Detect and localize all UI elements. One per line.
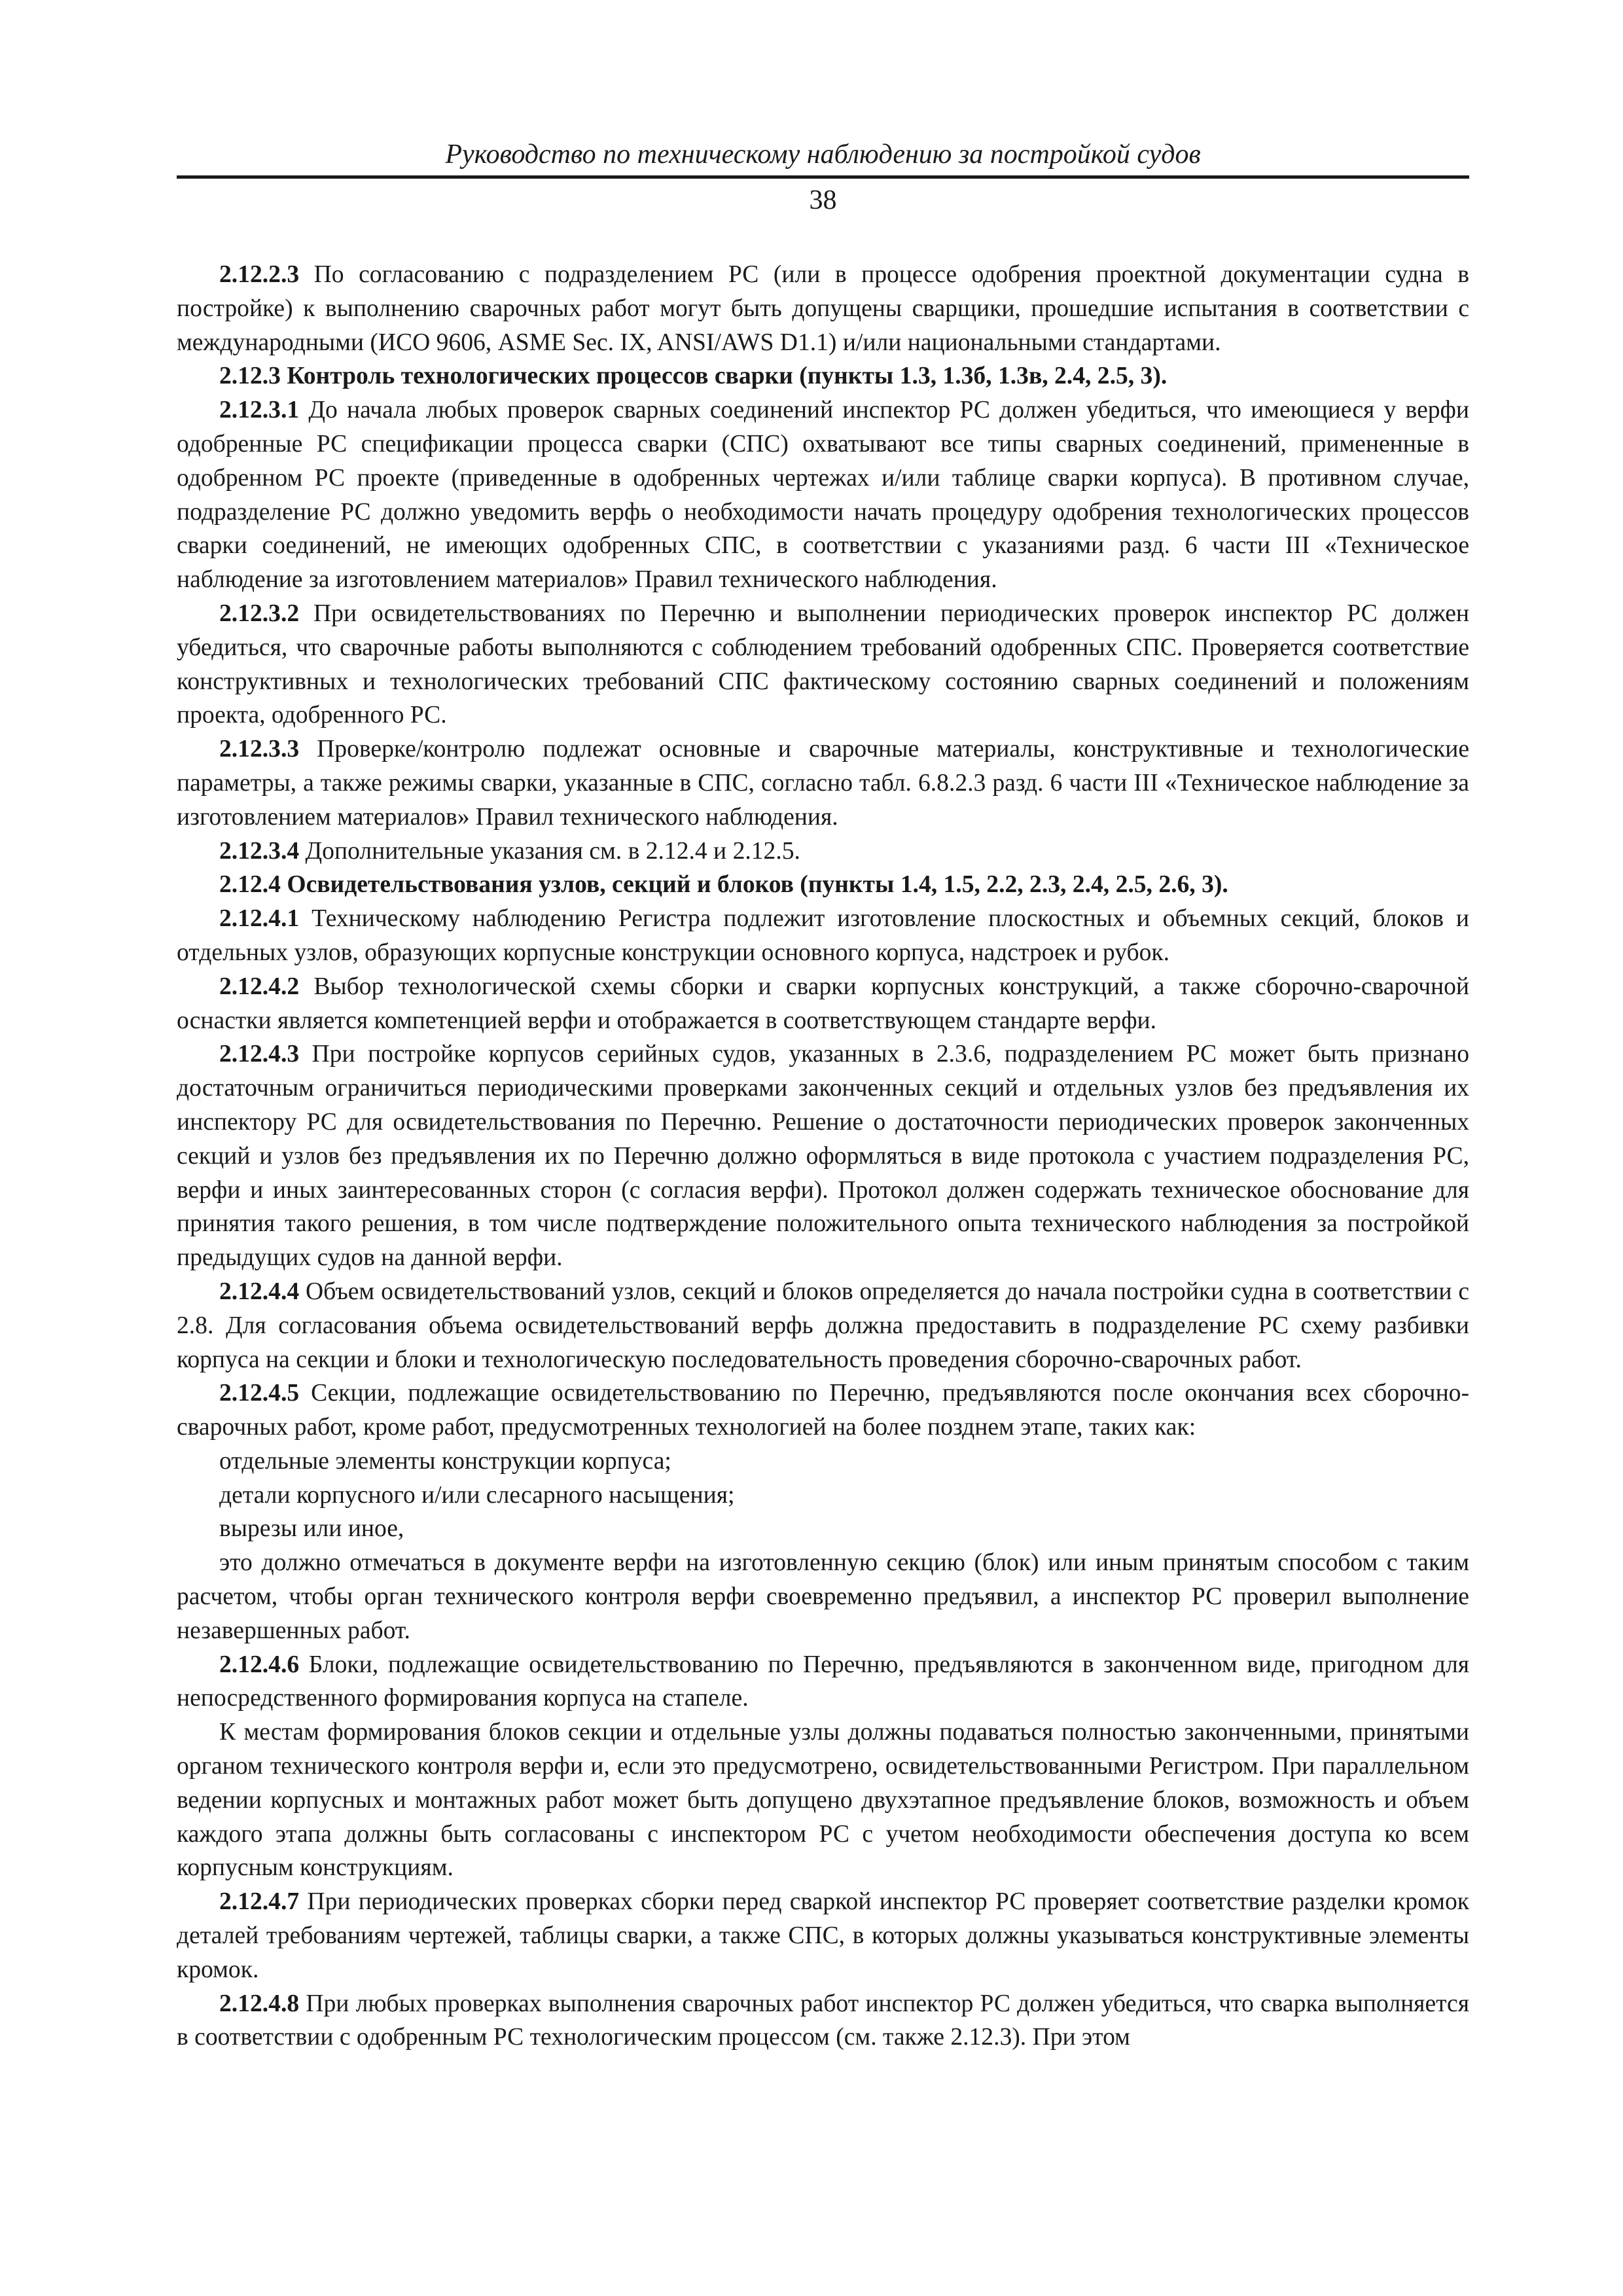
clause-number: 2.12.4.6	[219, 1651, 300, 1678]
paragraph-text: Блоки, подлежащие освидетельствованию по Перечню, предъявляются в законченном виде, пригодном для непосредственного формирования корпуса на стапеле.	[177, 1651, 1469, 1712]
page-number: 38	[809, 185, 837, 215]
paragraph-2-12-4-2	[177, 970, 1469, 1038]
paragraph-text: Выбор технологической схемы сборки и сварки корпусных конструкций, а также сборочно-сварочной оснастки является компетенцией верфи и отображается в соответствующем стандарте верфи.	[177, 973, 1469, 1034]
paragraph-text: До начала любых проверок сварных соединений инспектор РС должен убедиться, что имеющиеся у верфи одобренные РС спецификации процесса сварки (СПС) охватывают все типы сварных соединений, примененные в одобренном РС проекте (приведенные в одобренных чертежах и/или таблице сварки корпуса). В противном случае, подразделение РС должно уведомить верфь о необходимости начать процедуру одобрения технологических процессов сварки соединений, не имеющих одобренных СПС, в соответствии с указаниями разд. 6 части III «Техническое наблюдение за изготовлением материалов» Правил технического наблюдения.	[177, 397, 1469, 594]
paragraph-text: При любых проверках выполнения сварочных работ инспектор РС должен убедиться, что сварка выполняется в соответствии с одобренным РС технологическим процессом (см. также 2.12.3). При этом	[177, 1990, 1469, 2051]
document-body	[177, 258, 1469, 2054]
paragraph-2-12-3-1	[177, 393, 1469, 597]
header-rule	[177, 175, 1469, 179]
list-item-text: отдельные элементы конструкции корпуса;	[219, 1447, 671, 1475]
clause-number: 2.12.4.4	[219, 1278, 300, 1305]
paragraph-continuation	[177, 1546, 1469, 1647]
paragraph-text: Техническому наблюдению Регистра подлежит изготовление плоскостных и объемных секций, блоков и отдельных узлов, образующих корпусные конструкции основного корпуса, надстроек и рубок.	[177, 905, 1469, 966]
paragraph-text: При периодических проверках сборки перед сваркой инспектор РС проверяет соответствие разделки кромок деталей требованиям чертежей, таблицы сварки, а также СПС, в которых должны указываться конструктивные элементы кромок.	[177, 1888, 1469, 1983]
clause-number: 2.12.3.4	[219, 837, 300, 865]
paragraph-2-12-4-5	[177, 1376, 1469, 1444]
list-item	[177, 1479, 1469, 1513]
list-item-text: детали корпусного и/или слесарного насыщения;	[219, 1481, 735, 1509]
paragraph-2-12-3-4	[177, 834, 1469, 869]
paragraph-2-12-4-4	[177, 1275, 1469, 1376]
paragraph-2-12-3-3	[177, 732, 1469, 834]
paragraph-2-12-2-3	[177, 258, 1469, 359]
paragraph-text: это должно отмечаться в документе верфи на изготовленную секцию (блок) или иным принятым способом с таким расчетом, чтобы орган технического контроля верфи своевременно предъявил, а инспектор РС проверил выполнение незавершенных работ.	[177, 1549, 1469, 1644]
clause-number: 2.12.4.8	[219, 1990, 300, 2017]
paragraph-2-12-4-8	[177, 1987, 1469, 2055]
paragraph-2-12-4-6	[177, 1648, 1469, 1716]
clause-number: 2.12.4.5	[219, 1380, 300, 1407]
paragraph-text: Объем освидетельствований узлов, секций и блоков определяется до начала постройки судна в соответствии с 2.8. Для согласования объема освидетельствований верфь должна предоставить в подразделение РС схему разбивки корпуса на секции и блоки и технологическую последовательность проведения сборочно-сварочных работ.	[177, 1278, 1469, 1373]
paragraph-2-12-4-7	[177, 1885, 1469, 1986]
paragraph-text: Секции, подлежащие освидетельствованию по Перечню, предъявляются после окончания всех сборочно-сварочных работ, кроме работ, предусмотренных технологией на более позднем этапе, таких как:	[177, 1380, 1469, 1441]
paragraph-text: По согласованию с подразделением РС (или в процессе одобрения проектной документации судна в постройке) к выполнению сварочных работ могут быть допущены сварщики, прошедшие испытания в соответствии с международными (ИСО 9606, ASME Sec. IX, ANSI/AWS D1.1) и/или национальными стандартами.	[177, 261, 1469, 356]
clause-number: 2.12.3.2	[219, 600, 300, 627]
section-heading-2-12-4	[177, 868, 1469, 902]
clause-number: 2.12.3.1	[219, 397, 300, 424]
paragraph-text: К местам формирования блоков секции и отдельные узлы должны подаваться полностью законченными, принятыми органом технического контроля верфи и, если это предусмотрено, освидетельствованными Регистром. При параллельном ведении корпусных и монтажных работ может быть допущено двухэтапное предъявление блоков, возможность и объем каждого этапа должны быть согласованы с инспектором РС с учетом необходимости обеспечения доступа ко всем корпусным конструкциям.	[177, 1719, 1469, 1882]
paragraph-text: Дополнительные указания см. в 2.12.4 и 2.12.5.	[299, 837, 800, 865]
paragraph-2-12-4-3	[177, 1037, 1469, 1275]
clause-number: 2.12.3.3	[219, 736, 300, 763]
list-item-text: вырезы или иное,	[219, 1515, 404, 1543]
section-heading-text: 2.12.4 Освидетельствования узлов, секций и блоков (пункты 1.4, 1.5, 2.2, 2.3, 2.4, 2.5, 2.6, 3).	[219, 871, 1228, 899]
paragraph-text: Проверке/контролю подлежат основные и сварочные материалы, конструктивные и технологические параметры, а также режимы сварки, указанные в СПС, согласно табл. 6.8.2.3 разд. 6 части III «Техническое наблюдение за изготовлением материалов» Правил технического наблюдения.	[177, 736, 1469, 831]
clause-number: 2.12.4.7	[219, 1888, 300, 1916]
paragraph-unnumbered	[177, 1715, 1469, 1885]
clause-number: 2.12.4.2	[219, 973, 300, 1000]
paragraph-2-12-3-2	[177, 597, 1469, 732]
section-heading-text: 2.12.3 Контроль технологических процессов сварки (пункты 1.3, 1.3б, 1.3в, 2.4, 2.5, 3).	[219, 363, 1168, 390]
section-heading-2-12-3	[177, 359, 1469, 393]
clause-number: 2.12.4.3	[219, 1041, 300, 1068]
header-title: Руководство по техническому наблюдению за постройкой судов	[445, 139, 1201, 170]
clause-number: 2.12.4.1	[219, 905, 300, 933]
list-item	[177, 1512, 1469, 1546]
clause-number: 2.12.2.3	[219, 261, 300, 288]
paragraph-text: При постройке корпусов серийных судов, указанных в 2.3.6, подразделением РС может быть признано достаточным ограничиться периодическими проверками законченных секций и отдельных узлов без предъявления их инспектору РС для освидетельствования по Перечню. Решение о достаточности периодических проверок законченных секций и узлов без предъявления их по Перечню должно оформляться в виде протокола с участием подразделения РС, верфи и иных заинтересованных сторон (с согласия верфи). Протокол должен содержать техническое обоснование для принятия такого решения, в том числе подтверждение положительного опыта технического наблюдения за постройкой предыдущих судов на данной верфи.	[177, 1041, 1469, 1272]
paragraph-text: При освидетельствованиях по Перечню и выполнении периодических проверок инспектор РС должен убедиться, что сварочные работы выполняются с соблюдением требований одобренных СПС. Проверяется соответствие конструктивных и технологических требований СПС фактическому состоянию сварных соединений и положениям проекта, одобренного РС.	[177, 600, 1469, 729]
paragraph-2-12-4-1	[177, 902, 1469, 970]
list-item	[177, 1444, 1469, 1479]
